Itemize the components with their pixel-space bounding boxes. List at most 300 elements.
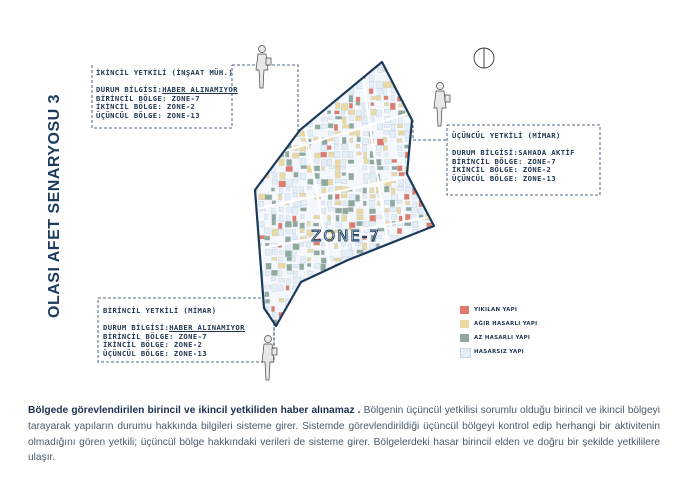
- building-block: [271, 270, 277, 275]
- building-block: [433, 257, 438, 261]
- building-block: [294, 299, 298, 303]
- building-block: [321, 258, 326, 263]
- building-block: [398, 244, 405, 248]
- building-block: [363, 313, 367, 318]
- building-block: [279, 207, 283, 212]
- building-block: [314, 306, 318, 312]
- building-block: [314, 60, 318, 65]
- building-block: [362, 285, 366, 292]
- building-block: [426, 75, 432, 78]
- building-block: [356, 116, 362, 121]
- building-block: [398, 257, 403, 261]
- building-block: [356, 131, 360, 137]
- building-block: [390, 278, 396, 282]
- building-block: [399, 313, 403, 316]
- connector-tertiary: [413, 120, 447, 140]
- building-block: [264, 214, 267, 219]
- building-block: [293, 264, 299, 268]
- building-block: [321, 160, 326, 166]
- building-block: [265, 109, 270, 115]
- building-block: [328, 96, 333, 100]
- building-block: [371, 258, 375, 262]
- building-block: [252, 76, 256, 81]
- building-block: [426, 111, 429, 117]
- building-block: [426, 138, 431, 144]
- building-block: [399, 153, 406, 157]
- building-block: [390, 131, 396, 138]
- building-block: [265, 145, 270, 149]
- building-block: [362, 264, 368, 271]
- building-block: [252, 320, 257, 324]
- building-block: [307, 258, 311, 262]
- building-block: [264, 228, 271, 233]
- building-block: [278, 109, 285, 113]
- building-block: [250, 229, 253, 236]
- building-block: [278, 132, 283, 138]
- building-block: [285, 194, 290, 200]
- building-block: [441, 159, 445, 165]
- building-block: [308, 68, 315, 74]
- building-block: [412, 279, 415, 285]
- building-block: [433, 285, 438, 288]
- building-block: [259, 137, 264, 142]
- building-block: [385, 209, 390, 213]
- info-box-primary: [103, 306, 245, 358]
- building-block: [426, 88, 432, 93]
- building-block: [385, 327, 390, 331]
- building-block: [378, 299, 385, 305]
- building-block: [285, 221, 291, 227]
- building-block: [321, 67, 326, 74]
- status-value: SAHADA AKTİF: [518, 148, 575, 157]
- building-block: [432, 265, 436, 270]
- building-block: [293, 187, 297, 193]
- building-block: [397, 321, 402, 325]
- building-block: [293, 313, 298, 318]
- building-block: [300, 97, 303, 102]
- building-block: [391, 195, 397, 201]
- building-block: [440, 313, 445, 319]
- building-block: [364, 159, 369, 164]
- building-block: [370, 264, 374, 270]
- building-block: [335, 180, 340, 183]
- building-block: [287, 271, 293, 274]
- building-block: [280, 173, 286, 180]
- building-block: [336, 285, 342, 290]
- building-block: [265, 299, 269, 303]
- building-block: [348, 160, 354, 164]
- building-block: [320, 285, 323, 291]
- building-block: [306, 298, 313, 304]
- building-block: [272, 90, 276, 96]
- building-block: [363, 118, 369, 124]
- building-block: [385, 200, 391, 204]
- building-block: [307, 60, 312, 66]
- building-block: [327, 111, 331, 114]
- building-block: [348, 82, 354, 85]
- building-block: [357, 137, 361, 142]
- scenario-title: OLASI AFET SENARYOSU 3: [46, 93, 63, 318]
- building-block: [418, 279, 421, 283]
- building-block: [342, 159, 346, 165]
- building-block: [328, 124, 333, 129]
- building-block: [252, 312, 256, 316]
- building-block: [384, 103, 388, 106]
- building-block: [398, 118, 402, 124]
- building-block: [293, 83, 299, 87]
- building-block: [251, 271, 255, 275]
- building-block: [411, 67, 416, 70]
- building-block: [418, 258, 424, 263]
- building-block: [390, 293, 394, 296]
- building-block: [265, 82, 271, 89]
- building-block: [376, 82, 383, 89]
- building-block: [328, 305, 331, 311]
- building-block: [349, 61, 356, 65]
- building-block: [335, 172, 340, 178]
- building-block: [300, 193, 306, 196]
- building-block: [363, 258, 369, 263]
- building-block: [258, 313, 261, 317]
- building-block: [266, 263, 272, 269]
- building-block: [377, 123, 383, 130]
- building-block: [370, 188, 374, 193]
- north-arrow-icon: [474, 48, 494, 68]
- building-block: [266, 138, 270, 141]
- building-block: [427, 165, 434, 169]
- building-block: [258, 95, 262, 101]
- building-block: [398, 306, 403, 310]
- building-block: [397, 124, 403, 127]
- building-block: [369, 209, 375, 214]
- building-block: [314, 96, 318, 102]
- building-block: [321, 327, 328, 332]
- building-block: [299, 300, 304, 304]
- building-block: [335, 194, 339, 199]
- building-block: [405, 131, 410, 138]
- building-block: [376, 278, 380, 282]
- building-block: [413, 263, 419, 267]
- building-block: [434, 166, 439, 170]
- building-block: [425, 307, 428, 310]
- building-block: [279, 327, 283, 334]
- legend-swatch: [460, 334, 469, 342]
- building-block: [349, 75, 355, 78]
- building-block: [300, 328, 306, 332]
- building-block: [427, 187, 433, 191]
- building-block: [384, 313, 390, 318]
- building-block: [432, 124, 437, 128]
- building-block: [370, 321, 374, 327]
- building-block: [350, 292, 353, 299]
- building-block: [412, 90, 416, 97]
- building-block: [433, 228, 436, 234]
- building-block: [327, 159, 332, 166]
- building-block: [251, 61, 256, 65]
- building-block: [286, 138, 289, 142]
- building-block: [259, 174, 263, 178]
- building-block: [287, 208, 293, 212]
- building-block: [349, 313, 355, 318]
- building-block: [279, 68, 283, 71]
- building-block: [336, 103, 340, 110]
- building-block: [356, 102, 361, 105]
- building-block: [293, 236, 297, 240]
- building-block: [349, 173, 354, 180]
- tertiary-zone-line: ÜÇÜNCÜL BÖLGE: ZONE-13: [96, 110, 200, 120]
- building-block: [418, 209, 424, 214]
- building-block: [413, 271, 416, 277]
- building-block: [342, 270, 347, 274]
- building-block: [363, 174, 369, 180]
- building-block: [406, 187, 412, 192]
- building-block: [300, 201, 306, 206]
- building-block: [321, 179, 328, 186]
- building-block: [441, 188, 448, 194]
- building-block: [418, 146, 423, 150]
- tertiary-zone-line: ÜÇÜNCÜL BÖLGE: ZONE-13: [103, 348, 207, 358]
- building-block: [335, 116, 342, 119]
- building-block: [266, 103, 273, 109]
- building-block: [280, 251, 285, 255]
- building-block: [434, 306, 438, 311]
- secondary-zone-line: İKİNCİL BÖLGE: ZONE-2: [96, 102, 196, 112]
- building-block: [391, 96, 394, 101]
- building-block: [252, 300, 258, 305]
- building-block: [299, 153, 305, 156]
- building-block: [385, 250, 389, 255]
- building-block: [250, 68, 254, 72]
- building-block: [301, 215, 304, 219]
- building-block: [412, 195, 417, 199]
- building-block: [411, 145, 414, 152]
- building-block: [307, 263, 311, 266]
- building-block: [362, 299, 368, 303]
- building-block: [328, 292, 335, 297]
- building-block: [397, 200, 402, 203]
- building-block: [329, 166, 334, 169]
- building-block: [335, 166, 340, 171]
- building-block: [265, 96, 270, 102]
- building-block: [364, 181, 368, 184]
- building-block: [314, 279, 318, 285]
- building-block: [390, 103, 395, 110]
- building-block: [439, 292, 446, 296]
- building-block: [294, 123, 301, 129]
- building-block: [363, 188, 367, 194]
- building-block: [427, 202, 433, 209]
- building-block: [329, 152, 335, 157]
- building-block: [252, 264, 258, 267]
- building-block: [299, 291, 303, 297]
- building-block: [356, 278, 359, 282]
- building-block: [313, 223, 319, 226]
- building-block: [427, 256, 432, 260]
- building-block: [376, 250, 383, 255]
- building-block: [264, 153, 269, 156]
- building-block: [258, 153, 264, 160]
- building-block: [251, 286, 258, 291]
- building-block: [399, 75, 404, 80]
- building-block: [336, 292, 342, 296]
- building-block: [273, 67, 277, 70]
- primary-zone-line: BİRİNCİL BÖLGE: ZONE-7: [103, 331, 207, 341]
- building-block: [440, 229, 446, 233]
- building-block: [272, 123, 278, 126]
- building-block: [322, 307, 325, 313]
- building-block: [265, 271, 270, 275]
- building-block: [293, 229, 296, 234]
- building-block: [363, 138, 369, 144]
- building-block: [335, 201, 341, 205]
- building-block: [315, 264, 321, 268]
- building-block: [279, 278, 285, 282]
- building-block: [320, 104, 326, 107]
- building-block: [292, 250, 296, 256]
- building-block: [391, 257, 398, 264]
- building-block: [300, 62, 307, 66]
- building-block: [349, 270, 356, 275]
- building-block: [300, 228, 304, 232]
- building-block: [419, 123, 422, 129]
- building-block: [300, 109, 307, 113]
- building-block: [426, 145, 430, 148]
- building-block: [348, 110, 355, 115]
- building-block: [440, 284, 445, 287]
- building-block: [273, 180, 278, 184]
- official-header: İKİNCİL YETKİLİ (İNŞAAT MÜH.): [96, 68, 234, 77]
- building-block: [364, 270, 369, 275]
- building-block: [251, 242, 257, 249]
- building-block: [342, 117, 346, 124]
- building-block: [285, 104, 291, 110]
- person-primary-icon: [262, 336, 277, 381]
- building-block: [377, 256, 381, 263]
- building-block: [376, 306, 381, 311]
- building-block: [292, 306, 299, 312]
- building-block: [265, 195, 272, 200]
- building-block: [370, 221, 375, 226]
- building-block: [287, 257, 292, 261]
- building-block: [327, 201, 331, 205]
- building-block: [425, 251, 430, 257]
- building-block: [376, 110, 382, 116]
- building-block: [327, 221, 331, 225]
- building-block: [376, 145, 381, 150]
- building-block: [315, 153, 321, 158]
- building-block: [307, 104, 314, 109]
- building-block: [369, 89, 373, 94]
- legend-swatch: [460, 348, 471, 358]
- building-block: [433, 201, 436, 206]
- building-block: [419, 68, 426, 72]
- building-block: [321, 89, 327, 95]
- building-block: [399, 279, 403, 283]
- building-block: [341, 144, 348, 150]
- building-block: [286, 216, 289, 222]
- building-block: [259, 103, 266, 108]
- building-block: [356, 272, 362, 277]
- building-block: [397, 228, 402, 234]
- building-block: [335, 270, 338, 274]
- status-line: DURUM BİLGİSİ:HABER ALINAMIYOR: [103, 323, 245, 332]
- caption-lead: Bölgede görevlendirilen birincil ve ikincil yetkiliden haber alınamaz .: [28, 405, 361, 416]
- building-block: [411, 320, 416, 326]
- building-block: [272, 313, 277, 318]
- building-block: [350, 307, 355, 311]
- building-block: [299, 320, 305, 326]
- building-block: [419, 166, 423, 173]
- building-block: [328, 320, 333, 327]
- building-block: [363, 221, 368, 226]
- building-block: [399, 180, 404, 186]
- building-block: [356, 195, 360, 202]
- building-block: [412, 300, 419, 303]
- building-block: [404, 250, 411, 253]
- building-block: [426, 131, 429, 136]
- building-block: [271, 110, 277, 114]
- building-block: [342, 110, 345, 115]
- building-block: [293, 216, 297, 222]
- building-block: [391, 263, 394, 270]
- building-block: [327, 300, 331, 307]
- building-block: [391, 298, 397, 301]
- building-block: [278, 61, 282, 67]
- building-block: [411, 96, 417, 101]
- building-block: [383, 137, 387, 142]
- building-block: [411, 292, 414, 297]
- building-block: [321, 250, 324, 254]
- status-line: DURUM BİLGİSİ:SAHADA AKTİF: [452, 148, 575, 157]
- building-block: [390, 326, 397, 330]
- building-block: [250, 291, 256, 297]
- building-block: [320, 277, 325, 282]
- building-block: [280, 89, 285, 95]
- building-block: [440, 215, 446, 222]
- building-block: [433, 132, 438, 135]
- building-block: [405, 137, 409, 141]
- building-block: [378, 284, 383, 287]
- building-block: [293, 111, 297, 118]
- building-block: [293, 75, 297, 80]
- building-block: [398, 131, 404, 135]
- building-block: [285, 131, 289, 136]
- building-block: [434, 194, 441, 199]
- building-block: [292, 327, 296, 330]
- building-block: [307, 186, 311, 189]
- building-block: [308, 131, 313, 137]
- building-block: [384, 291, 388, 295]
- building-block: [420, 327, 423, 333]
- building-block: [363, 201, 366, 206]
- building-block: [440, 166, 444, 172]
- building-block: [418, 110, 421, 114]
- building-block: [308, 271, 314, 275]
- building-block: [357, 67, 362, 72]
- building-block: [342, 173, 346, 176]
- building-block: [384, 284, 387, 288]
- building-block: [406, 265, 410, 268]
- building-block: [383, 146, 387, 151]
- building-block: [433, 158, 438, 163]
- building-block: [266, 321, 269, 325]
- building-block: [293, 221, 298, 227]
- building-block: [321, 152, 327, 157]
- building-block: [265, 76, 271, 83]
- building-block: [391, 250, 398, 253]
- building-block: [390, 200, 395, 207]
- building-block: [413, 103, 418, 107]
